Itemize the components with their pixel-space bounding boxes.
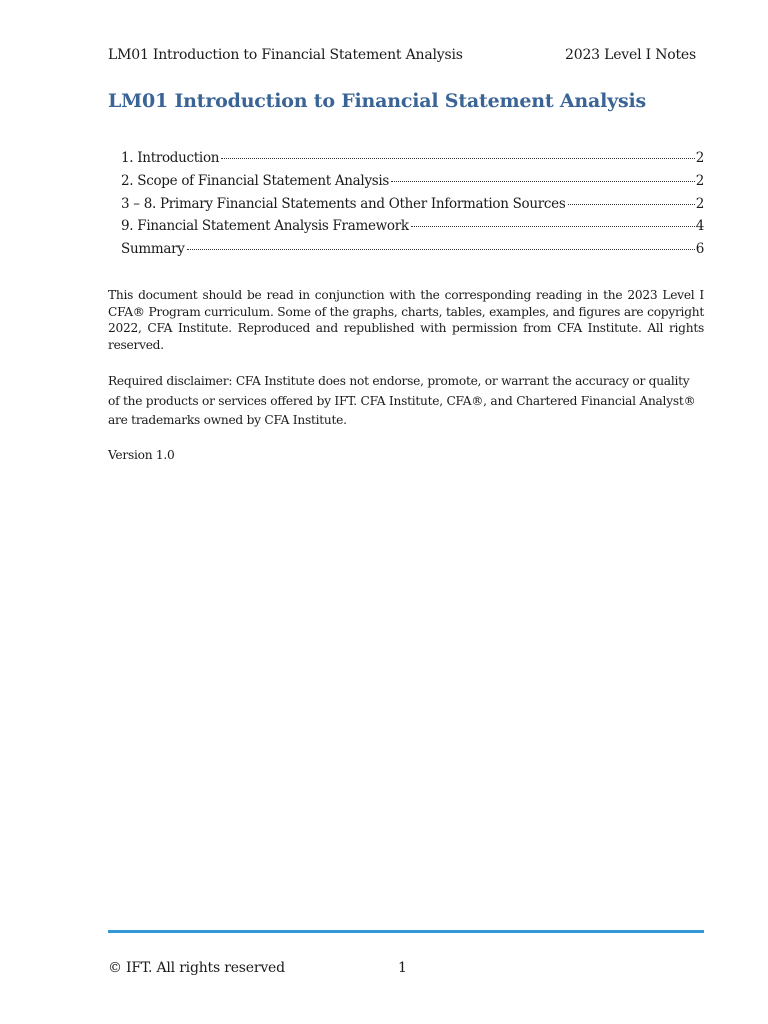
toc-entry-primary-statements[interactable] (121, 196, 704, 219)
footer-page-number: 1 (398, 960, 407, 976)
toc-entry-page: 2 (695, 150, 704, 166)
toc-dot-leader (221, 158, 695, 159)
page-header (108, 47, 696, 63)
toc-entry-label: 1. Introduction (121, 150, 220, 166)
version-label: Version 1.0 (108, 448, 175, 462)
toc-entry-summary[interactable] (121, 241, 704, 264)
header-edition: 2023 Level I Notes (565, 47, 696, 63)
toc-entry-analysis-framework[interactable] (121, 218, 704, 241)
toc-entry-page: 4 (695, 218, 704, 235)
table-of-contents (121, 150, 704, 264)
toc-entry-label: 2. Scope of Financial Statement Analysis (121, 172, 390, 189)
toc-entry-label: 3 – 8. Primary Financial Statements and Other Information Sources (121, 195, 566, 212)
toc-dot-leader (391, 181, 695, 182)
footer-divider (108, 930, 704, 933)
toc-entry-introduction[interactable] (121, 150, 704, 173)
header-document-title: LM01 Introduction to Financial Statement Analysis (108, 47, 463, 63)
toc-entry-scope[interactable] (121, 173, 704, 196)
toc-entry-page: 2 (695, 172, 704, 189)
footer-copyright: © IFT. All rights reserved (108, 960, 285, 976)
toc-dot-leader (187, 249, 695, 250)
required-disclaimer: Required disclaimer: CFA Institute does not endorse, promote, or warrant the accuracy or quality of the products or services offered by IFT. CFA Institute, CFA®, and Chartered Financial Analyst® are trademarks owned by CFA Institute. (108, 374, 696, 427)
toc-entry-page: 2 (695, 195, 704, 212)
toc-entry-label: 9. Financial Statement Analysis Framework (121, 218, 409, 235)
toc-dot-leader (568, 204, 695, 205)
toc-entry-label: Summary (121, 241, 185, 258)
document-title: LM01 Introduction to Financial Statement Analysis (108, 90, 647, 112)
toc-dot-leader (411, 226, 695, 227)
toc-entry-page: 6 (695, 241, 704, 258)
curriculum-notice: This document should be read in conjunction with the corresponding reading in the 2023 Level I CFA® Program curriculum. Some of the graphs, charts, tables, examples, and figures are copyright 2022, CFA Institute. Reproduced and republished with permission from CFA Institute. All rights reserved. (108, 288, 704, 352)
